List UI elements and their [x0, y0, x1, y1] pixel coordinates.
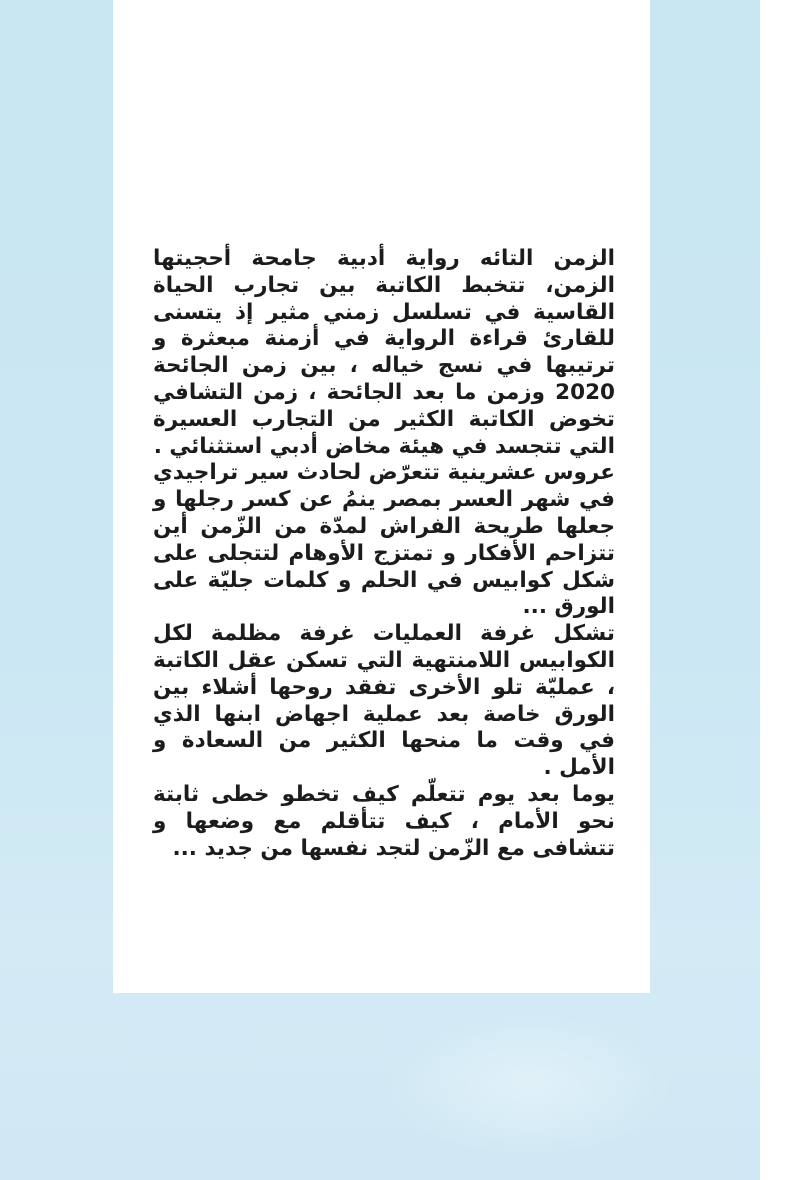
synopsis-text: [153, 246, 615, 862]
synopsis-paragraph-2: عروس عشرينية تتعرّض لحادث سير تراجيدي في شهر العسر بمصر ينمُ عن كسر رجلها و جعلها طريحة الفراش لمدّة من الزّمن أين تتزاحم الأفكار و تمتزج الأوهام لتتجلى على شكل كوابيس في الحلم و كلمات جليّة على الورق ...: [153, 460, 615, 620]
right-margin-strip: [760, 0, 787, 1180]
book-back-cover-panel: [113, 0, 650, 993]
synopsis-paragraph-4: يوما بعد يوم تتعلّم كيف تخطو خطى ثابتة نحو الأمام ، كيف تتأقلم مع وضعها و تتشافى مع الزّمن لتجد نفسها من جديد ...: [153, 781, 615, 861]
synopsis-paragraph-1: الزمن التائه رواية أدبية جامحة أحجيتها الزمن، تتخبط الكاتبة بين تجارب الحياة القاسية في تسلسل زمني مثير إذ يتسنى للقارئ قراءة الرواية في أزمنة مبعثرة و ترتيبها في نسج خياله ، بين زمن الجائحة 2020 وزمن ما بعد الجائحة ، زمن التشافي تخوض الكاتبة الكثير من التجارب العسيرة التي تتجسد في هيئة مخاض أدبي استثنائي .: [153, 246, 615, 459]
synopsis-paragraph-3: تشكل غرفة العمليات غرفة مظلمة لكل الكوابيس اللامنتهية التي تسكن عقل الكاتبة ، عمليّة تلو الأخرى تفقد روحها أشلاء بين الورق خاصة بعد عملية اجهاض ابنها الذي في وقت ما منحها الكثير من السعادة و الأمل .: [153, 621, 615, 781]
